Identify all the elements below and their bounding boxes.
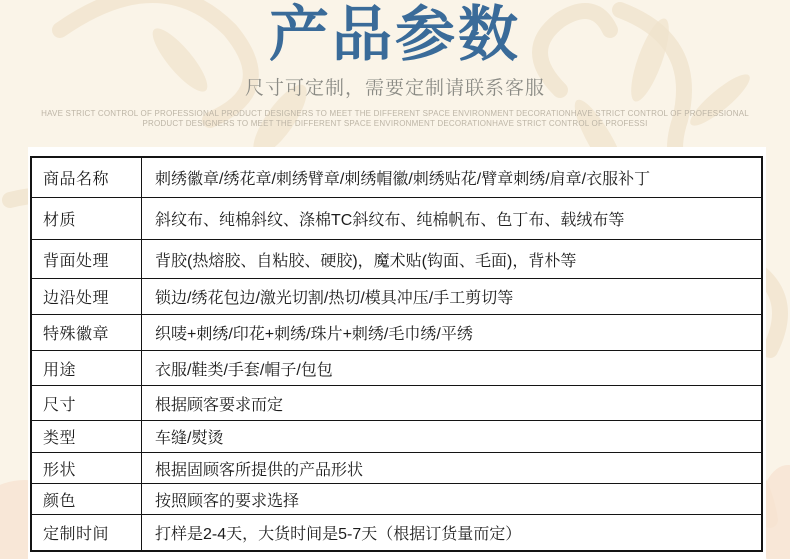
row-value: 打样是2-4天，大货时间是5-7天（根据订货量而定） <box>155 526 522 543</box>
table-row <box>32 158 761 197</box>
table-row <box>32 197 761 239</box>
row-label: 背面处理 <box>32 240 142 278</box>
table-row <box>32 483 761 514</box>
row-value: 根据固顾客所提供的产品形状 <box>155 461 364 479</box>
row-label: 颜色 <box>32 484 142 514</box>
table-card <box>28 147 766 559</box>
row-value: 车缝/熨烫 <box>155 430 224 447</box>
header <box>0 0 790 129</box>
row-label: 特殊徽章 <box>32 315 142 350</box>
row-value: 衣服/鞋类/手套/帽子/包包 <box>155 361 333 379</box>
row-label: 尺寸 <box>32 386 142 420</box>
table-row <box>32 452 761 483</box>
table-row <box>32 314 761 350</box>
page-subtitle: 尺寸可定制，需要定制请联系客服 <box>244 78 545 99</box>
row-value: 背胶(热熔胶、自粘胶、硬胶)，魔术贴(钩面、毛面)，背朴等 <box>155 252 577 270</box>
product-parameter-table <box>30 156 763 552</box>
row-value: 织唛+刺绣/印花+刺绣/珠片+刺绣/毛巾绣/平绣 <box>155 326 473 343</box>
row-label: 类型 <box>32 421 142 452</box>
table-row <box>32 278 761 314</box>
fineprint-line-1: HAVE STRICT CONTROL OF PROFESSIONAL PRODUCT DESIGNERS TO MEET THE DIFFERENT SPACE ENVIRONMENT DECORATIONHAVE STRICT CONTROL OF PROFESSIONAL <box>41 109 749 118</box>
row-label: 商品名称 <box>32 158 142 197</box>
row-value: 按照顾客的要求选择 <box>155 492 300 510</box>
row-label: 用途 <box>32 351 142 385</box>
table-row <box>32 514 761 550</box>
fineprint-line-2: PRODUCT DESIGNERS TO MEET THE DIFFERENT SPACE ENVIRONMENT DECORATIONHAVE STRICT CONTROL OF PROFESSI <box>142 119 648 128</box>
table-row <box>32 239 761 278</box>
row-value: 锁边/绣花包边/激光切割/热切/模具冲压/手工剪切等 <box>155 290 514 307</box>
row-value: 根据顾客要求而定 <box>155 396 284 414</box>
row-label: 材质 <box>32 198 142 239</box>
row-label: 边沿处理 <box>32 279 142 314</box>
row-label: 定制时间 <box>32 515 142 550</box>
table-row <box>32 385 761 420</box>
row-label: 形状 <box>32 453 142 483</box>
table-row <box>32 420 761 452</box>
page-title: 产品参数 <box>269 1 521 68</box>
row-value: 刺绣徽章/绣花章/刺绣臂章/刺绣帽徽/刺绣贴花/臂章刺绣/肩章/衣服补丁 <box>155 171 651 188</box>
fineprint-text <box>0 109 790 129</box>
table-row <box>32 350 761 385</box>
row-value: 斜纹布、纯棉斜纹、涤棉TC斜纹布、纯棉帆布、色丁布、载绒布等 <box>155 212 625 229</box>
